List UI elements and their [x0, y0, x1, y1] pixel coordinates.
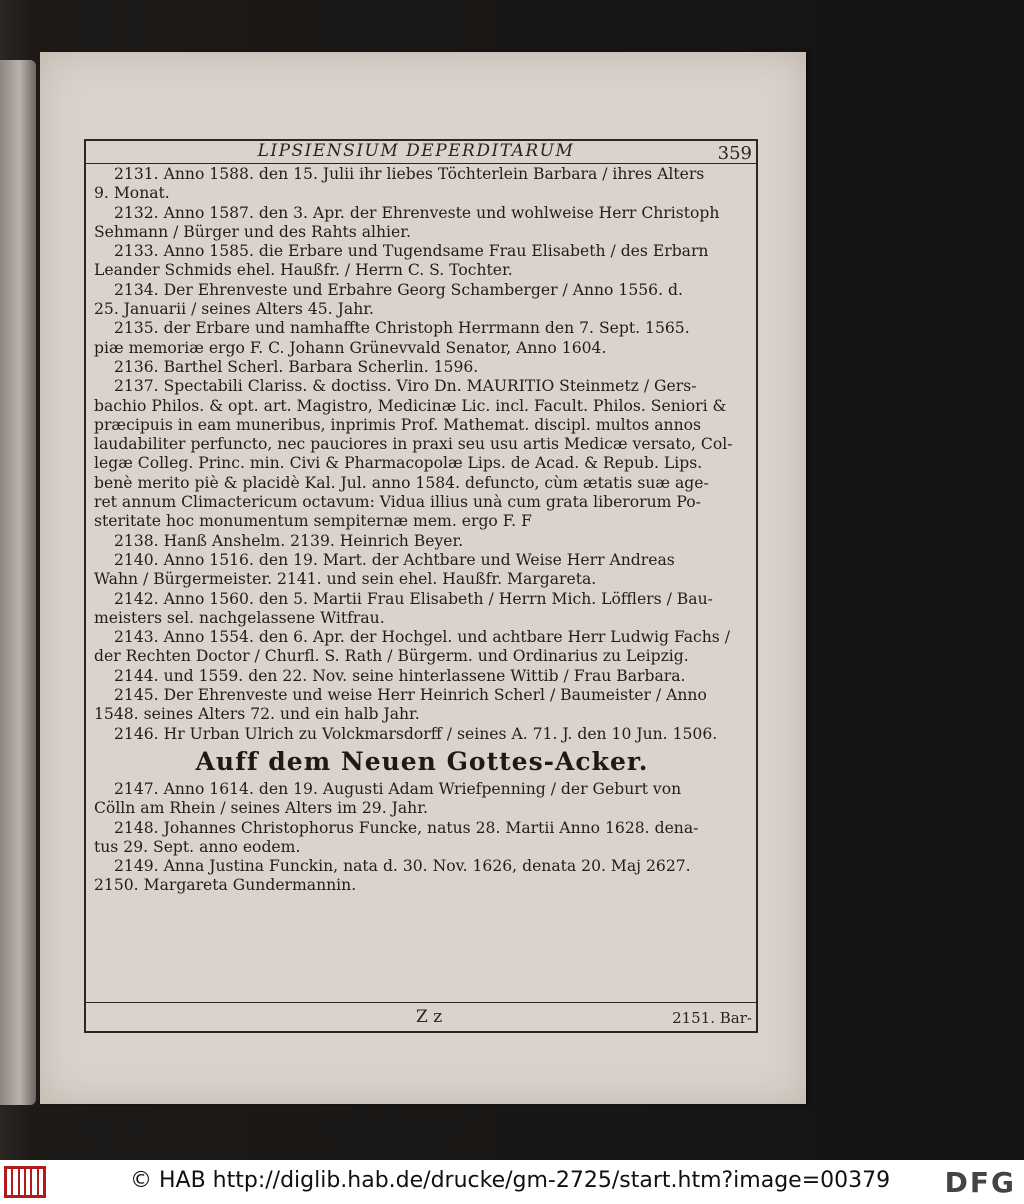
book-page	[40, 52, 806, 1104]
text-line: præcipuis in eam muneribus, inprimis Prof. Mathemat. discipl. multos annos	[94, 415, 702, 434]
catchword: 2151. Bar-	[672, 1009, 752, 1027]
text-line: 2147. Anno 1614. den 19. Augusti Adam Wriefpenning / der Geburt von	[114, 779, 682, 798]
text-line: steritate hoc monumentum sempiternæ mem. ergo F. F	[94, 512, 532, 531]
dfg-logo: DFG	[944, 1166, 1016, 1199]
signature-mark: Z z	[416, 1007, 443, 1027]
left-page-edge	[0, 60, 36, 1105]
text-line: 2145. Der Ehrenveste und weise Herr Heinrich Scherl / Baumeister / Anno	[114, 686, 707, 705]
text-line: 25. Januarii / seines Alters 45. Jahr.	[94, 300, 374, 319]
text-line: 1548. seines Alters 72. und ein halb Jahr.	[94, 705, 420, 724]
text-line: 2142. Anno 1560. den 5. Martii Frau Elisabeth / Herrn Mich. Löfflers / Bau-	[114, 589, 713, 608]
text-line: 2143. Anno 1554. den 6. Apr. der Hochgel. und achtbare Herr Ludwig Fachs /	[114, 628, 731, 647]
text-line: 2137. Spectabili Clariss. & doctiss. Viro Dn. MAURITIO Steinmetz / Gers-	[114, 377, 697, 396]
text-line: 9. Monat.	[94, 184, 170, 203]
barcode-icon	[4, 1166, 46, 1198]
footer-rule	[86, 1002, 756, 1003]
text-line: 2133. Anno 1585. die Erbare und Tugendsame Frau Elisabeth / des Erbarn	[114, 242, 709, 261]
text-body	[94, 165, 750, 896]
text-line: 2146. Hr Urban Ulrich zu Volckmarsdorff / seines A. 71. J. den 10 Jun. 1506.	[114, 724, 718, 743]
text-line: benè merito piè & placidè Kal. Jul. anno 1584. defuncto, cùm ætatis suæ age-	[94, 473, 709, 492]
page-number: 359	[717, 143, 752, 164]
text-line: 2131. Anno 1588. den 15. Julii ihr liebes Töchterlein Barbara / ihres Alters	[114, 165, 705, 183]
text-line: 2150. Margareta Gundermannin.	[94, 876, 357, 895]
text-line: 2144. und 1559. den 22. Nov. seine hinterlassene Wittib / Frau Barbara.	[114, 666, 686, 685]
text-line: 2136. Barthel Scherl. Barbara Scherlin. 1596.	[114, 357, 479, 376]
text-line: 2135. der Erbare und namhaffte Christoph Herrmann den 7. Sept. 1565.	[114, 319, 690, 338]
text-line: Wahn / Bürgermeister. 2141. und sein ehel. Haußfr. Margareta.	[94, 570, 597, 589]
text-line: laudabiliter perfuncto, nec pauciores in praxi seu usu artis Medicæ versato, Col-	[94, 435, 733, 454]
text-line: 2140. Anno 1516. den 19. Mart. der Achtbare und Weise Herr Andreas	[114, 550, 675, 569]
text-line: bachio Philos. & opt. art. Magistro, Medicinæ Lic. incl. Facult. Philos. Seniori &	[94, 396, 727, 415]
text-line: der Rechten Doctor / Churfl. S. Rath / Bürgerm. und Ordinarius zu Leipzig.	[94, 647, 689, 666]
text-line: Sehmann / Bürger und des Rahts alhier.	[94, 222, 411, 241]
text-frame	[84, 139, 758, 1033]
text-line: 2138. Hanß Anshelm. 2139. Heinrich Beyer.	[114, 531, 464, 550]
footer-credit-link[interactable]: © HAB http://diglib.hab.de/drucke/gm-2725/start.htm?image=00379	[130, 1168, 891, 1193]
text-line: 2149. Anna Justina Funckin, nata d. 30. Nov. 1626, denata 20. Maj 2627.	[114, 857, 691, 876]
section-heading: Auff dem Neuen Gottes-Acker.	[195, 746, 649, 776]
entries-after-heading	[94, 780, 750, 896]
text-line: Cölln am Rhein / seines Alters im 29. Jahr.	[94, 799, 428, 818]
text-line: piæ memoriæ ergo F. C. Johann Grünevvald Senator, Anno 1604.	[94, 338, 607, 357]
text-line: tus 29. Sept. anno eodem.	[94, 837, 301, 856]
running-head: LIPSIENSIUM DEPERDITARUM	[257, 141, 575, 161]
text-line: legæ Colleg. Princ. min. Civi & Pharmacopolæ Lips. de Acad. & Repub. Lips.	[94, 454, 703, 473]
text-line: Leander Schmids ehel. Haußfr. / Herrn C. S. Tochter.	[94, 261, 513, 280]
text-line: 2134. Der Ehrenveste und Erbahre Georg Schamberger / Anno 1556. d.	[114, 280, 683, 299]
text-line: 2132. Anno 1587. den 3. Apr. der Ehrenveste und wohlweise Herr Christoph	[114, 203, 720, 222]
header-rule	[86, 163, 756, 164]
entries-before-heading	[94, 165, 750, 744]
text-line: meisters sel. nachgelassene Witfrau.	[94, 608, 385, 627]
text-line: 2148. Johannes Christophorus Funcke, natus 28. Martii Anno 1628. dena-	[114, 818, 699, 837]
text-line: ret annum Climactericum octavum: Vidua illius unà cum grata liberorum Po-	[94, 493, 701, 512]
footer-bar	[0, 1160, 1024, 1204]
